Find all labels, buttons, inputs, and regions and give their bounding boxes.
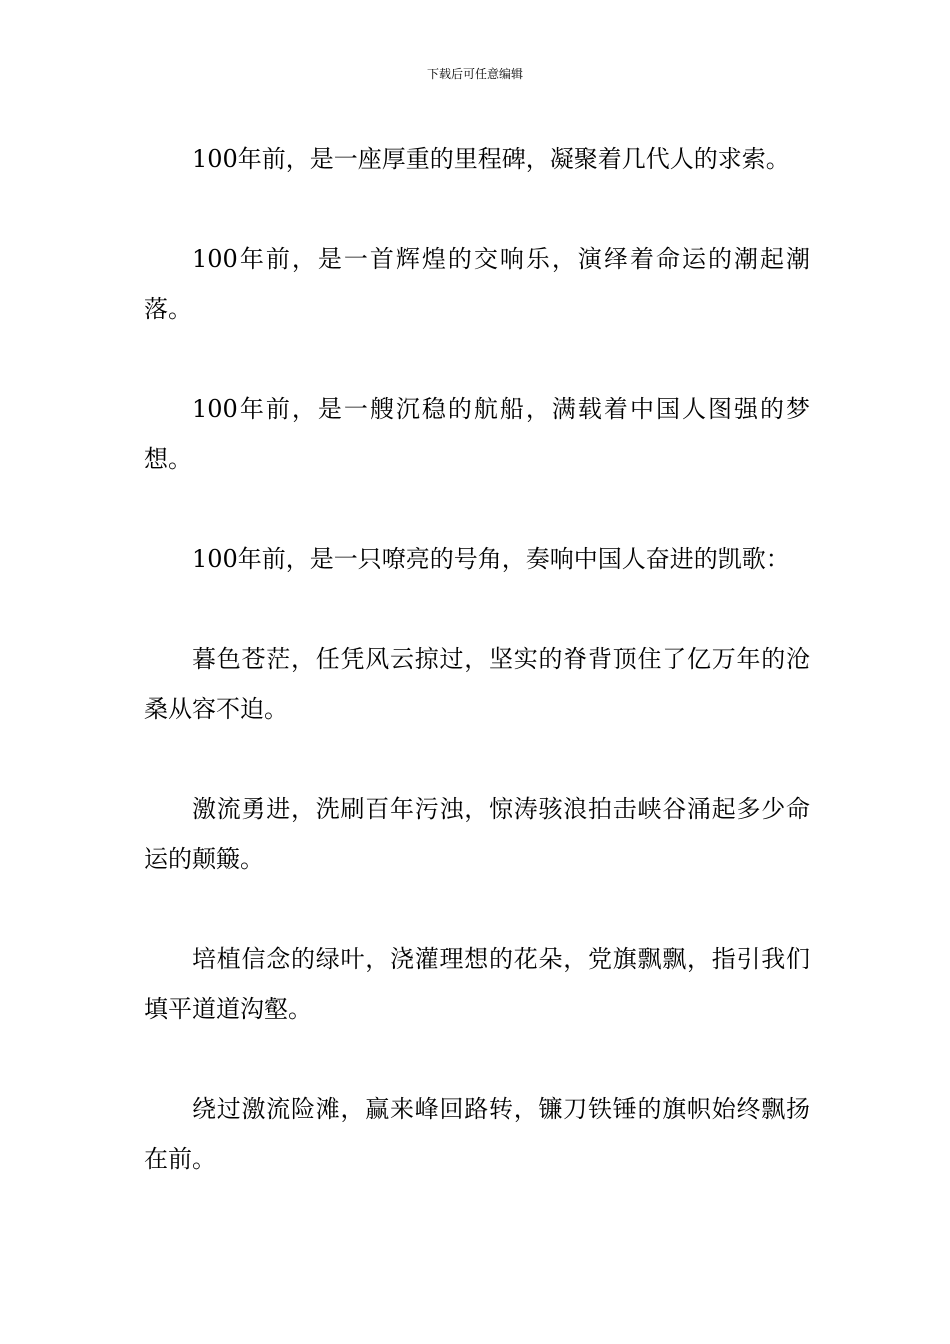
- document-body: [144, 134, 810, 1234]
- paragraph: 培植信念的绿叶，浇灌理想的花朵，党旗飘飘，指引我们填平道道沟壑。: [144, 945, 810, 1023]
- paragraph: 100年前，是一首辉煌的交响乐，演绎着命运的潮起潮落。: [144, 245, 810, 323]
- paragraph: 激流勇进，洗刷百年污浊，惊涛骇浪拍击峡谷涌起多少命运的颠簸。: [144, 795, 810, 873]
- paragraph: 100年前，是一艘沉稳的航船，满载着中国人图强的梦想。: [144, 395, 810, 473]
- paragraph: 绕过激流险滩，赢来峰回路转，镰刀铁锤的旗帜始终飘扬在前。: [144, 1095, 810, 1173]
- paragraph: 100年前，是一只嘹亮的号角，奏响中国人奋进的凯歌：: [192, 545, 790, 573]
- paragraph: 暮色苍茫，任凭风云掠过，坚实的脊背顶住了亿万年的沧桑从容不迫。: [144, 645, 810, 723]
- page-header: 下载后可任意编辑: [426, 67, 523, 81]
- paragraph: 100年前，是一座厚重的里程碑，凝聚着几代人的求索。: [192, 145, 790, 173]
